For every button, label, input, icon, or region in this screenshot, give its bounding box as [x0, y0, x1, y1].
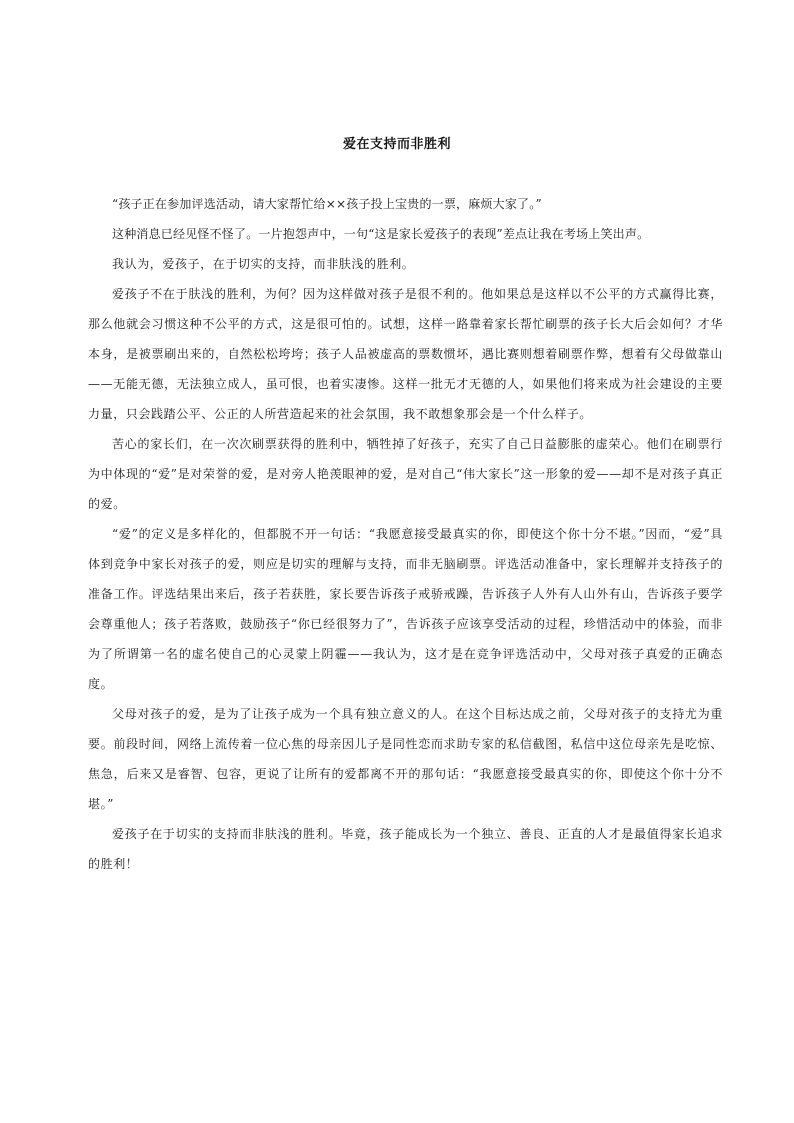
paragraph-thesis: 我认为，爱孩子，在于切实的支持，而非肤浅的胜利。 [112, 257, 415, 271]
paragraph-argument-three: “爱”的定义是多样化的，但都脱不开一句话：“我愿意接受最真实的你，即使这个你十分不堪。”因而，“爱”具体到竞争中家长对孩子的爱，则应是切实的理解与支持，而非无脑刷票。评选活动准备中，家长理解并支持孩子的准备工作。评选结果出来后，孩子若获胜，家长要告诉孩子戒骄戒躁，告诉孩子人外有人山外有山，告诉孩子要学会尊重他人；孩子若落败，鼓励孩子“你已经很努力了”，告诉孩子应该享受活动的过程，珍惜活动中的体验，而非为了所谓第一名的虚名使自己的心灵蒙上阴霾——我认为，这才是在竞争评选活动中，父母对孩子真爱的正确态度。 [88, 527, 723, 691]
essay-body [88, 189, 723, 879]
page-title: 爱在支持而非胜利 [342, 137, 451, 152]
paragraph-quote: “孩子正在参加评选活动，请大家帮忙给××孩子投上宝贵的一票，麻烦大家了。” [112, 197, 542, 211]
paragraph-conclusion: 爱孩子在于切实的支持而非肤浅的胜利。毕竟，孩子能成长为一个独立、善良、正直的人才是最值得家长追求的胜利！ [88, 827, 723, 871]
paragraph-argument-one: 爱孩子不在于肤浅的胜利，为何？因为这样做对孩子是很不利的。他如果总是这样以不公平的方式赢得比赛，那么他就会习惯这种不公平的方式，这是很可怕的。试想，这样一路靠着家长帮忙刷票的孩子长大后会如何？才华本身，是被票刷出来的，自然松松垮垮；孩子人品被虚高的票数惯坏，遇比赛则想着刷票作弊，想着有父母做靠山——无能无德，无法独立成人，虽可恨，也着实凄惨。这样一批无才无德的人，如果他们将来成为社会建设的主要力量，只会践踏公平、公正的人所营造起来的社会氛围，我不敢想象那会是一个什么样子。 [88, 287, 723, 421]
paragraph-argument-two: 苦心的家长们，在一次次刷票获得的胜利中，牺牲掉了好孩子，充实了自己日益膨胀的虚荣心。他们在刷票行为中体现的“爱”是对荣誉的爱，是对旁人艳羡眼神的爱，是对自己“伟大家长”这一形象的爱——却不是对孩子真正的爱。 [88, 437, 723, 511]
paragraph-example: 父母对孩子的爱，是为了让孩子成为一个具有独立意义的人。在这个目标达成之前，父母对孩子的支持尤为重要。前段时间，网络上流传着一位心焦的母亲因儿子是同性恋而求助专家的私信截图，私信中这位母亲先是吃惊、焦急，后来又是睿智、包容，更说了让所有的爱都离不开的那句话：“我愿意接受最真实的你，即使这个你十分不堪。” [88, 707, 723, 811]
paragraph-reaction: 这种消息已经见怪不怪了。一片抱怨声中，一句“这是家长爱孩子的表现”差点让我在考场上笑出声。 [112, 227, 650, 241]
